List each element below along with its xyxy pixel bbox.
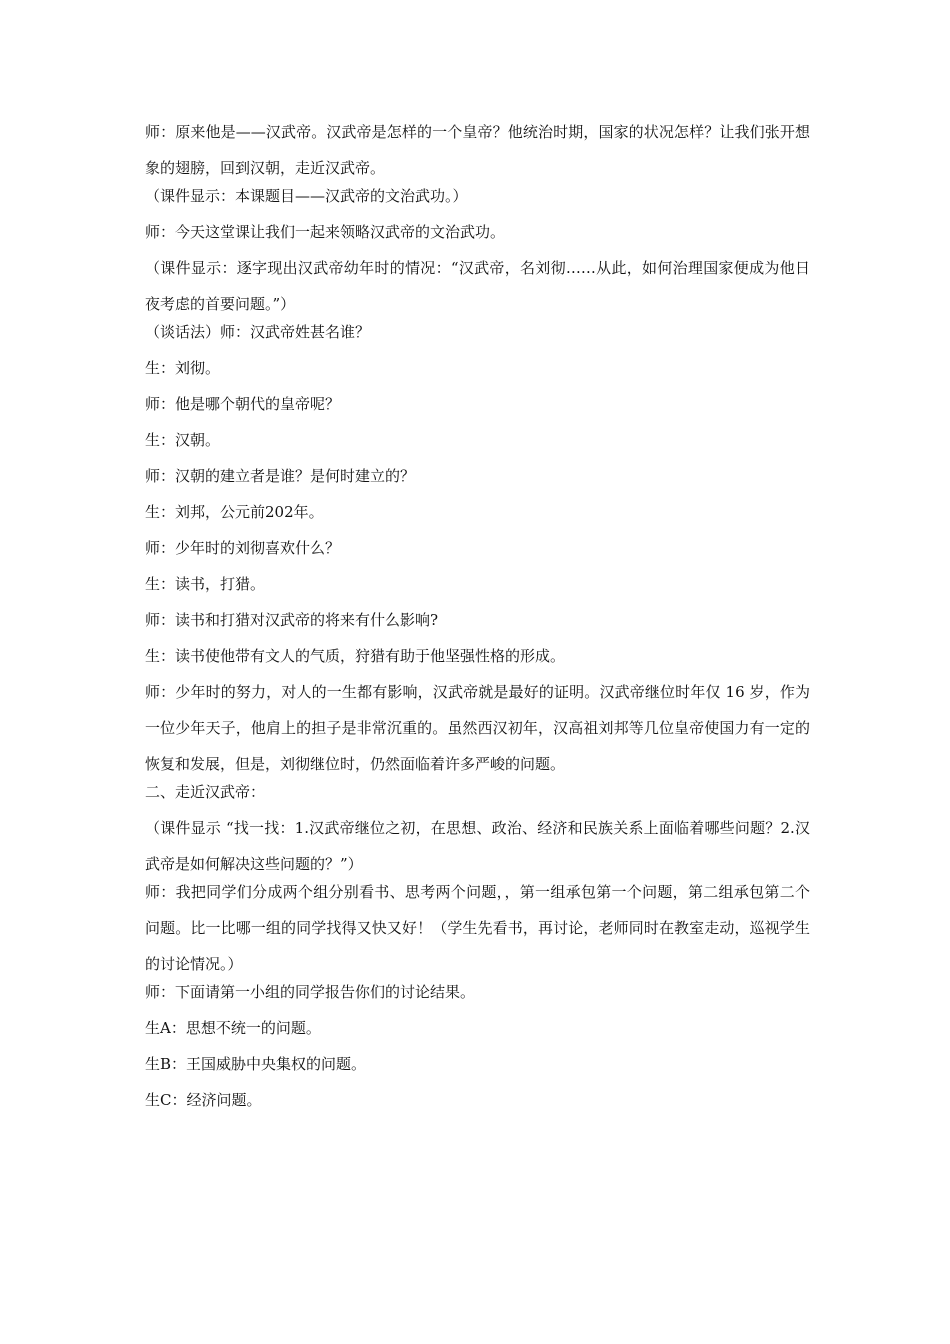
paragraph: 师：他是哪个朝代的皇帝呢？ bbox=[145, 395, 341, 413]
paragraph: 师：下面请第一小组的同学报告你们的讨论结果。 bbox=[145, 983, 476, 1001]
paragraph: 师：少年时的刘彻喜欢什么？ bbox=[145, 539, 341, 557]
paragraph: （课件显示：逐字现出汉武帝幼年时的情况：“汉武帝，名刘彻……从此，如何治理国家便成为他日夜考虑的首要问题。”） bbox=[145, 259, 810, 313]
document-body bbox=[145, 122, 810, 1110]
section-heading: 二、走近汉武帝： bbox=[145, 783, 266, 801]
paragraph: 生：读书使他带有文人的气质，狩猎有助于他坚强性格的形成。 bbox=[145, 647, 566, 665]
paragraph: 生B：王国威胁中央集权的问题。 bbox=[145, 1055, 367, 1073]
paragraph: 师：读书和打猎对汉武帝的将来有什么影响? bbox=[145, 611, 439, 629]
paragraph: （课件显示：本课题目——汉武帝的文治武功。） bbox=[145, 187, 468, 205]
paragraph: （课件显示 “找一找：1.汉武帝继位之初，在思想、政治、经济和民族关系上面临着哪些问题？2.汉武帝是如何解决这些问题的？”） bbox=[145, 819, 810, 873]
paragraph: 师：我把同学们分成两个组分别看书、思考两个问题，，第一组承包第一个问题，第二组承包第二个问题。比一比哪一组的同学找得又快又好！（学生先看书，再讨论，老师同时在教室走动，巡视学生的讨论情况。） bbox=[145, 883, 810, 973]
paragraph: （谈话法）师：汉武帝姓甚名谁？ bbox=[145, 323, 371, 341]
paragraph: 师：少年时的努力，对人的一生都有影响，汉武帝就是最好的证明。汉武帝继位时年仅 16 岁，作为一位少年天子，他肩上的担子是非常沉重的。虽然西汉初年，汉高祖刘邦等几位皇帝使国力有一定的恢复和发展，但是，刘彻继位时，仍然面临着许多严峻的问题。 bbox=[145, 683, 810, 773]
paragraph: 生：汉朝。 bbox=[145, 431, 221, 449]
paragraph: 师：汉朝的建立者是谁？是何时建立的？ bbox=[145, 467, 416, 485]
paragraph: 师：原来他是——汉武帝。汉武帝是怎样的一个皇帝？他统治时期，国家的状况怎样？让我们张开想象的翅膀，回到汉朝，走近汉武帝。 bbox=[145, 123, 810, 177]
paragraph: 师：今天这堂课让我们一起来领略汉武帝的文治武功。 bbox=[145, 223, 506, 241]
paragraph: 生A：思想不统一的问题。 bbox=[145, 1019, 321, 1037]
paragraph: 生C：经济问题。 bbox=[145, 1091, 262, 1109]
paragraph: 生：刘彻。 bbox=[145, 359, 221, 377]
paragraph: 生：读书，打猎。 bbox=[145, 575, 266, 593]
paragraph: 生：刘邦，公元前202年。 bbox=[145, 503, 324, 521]
